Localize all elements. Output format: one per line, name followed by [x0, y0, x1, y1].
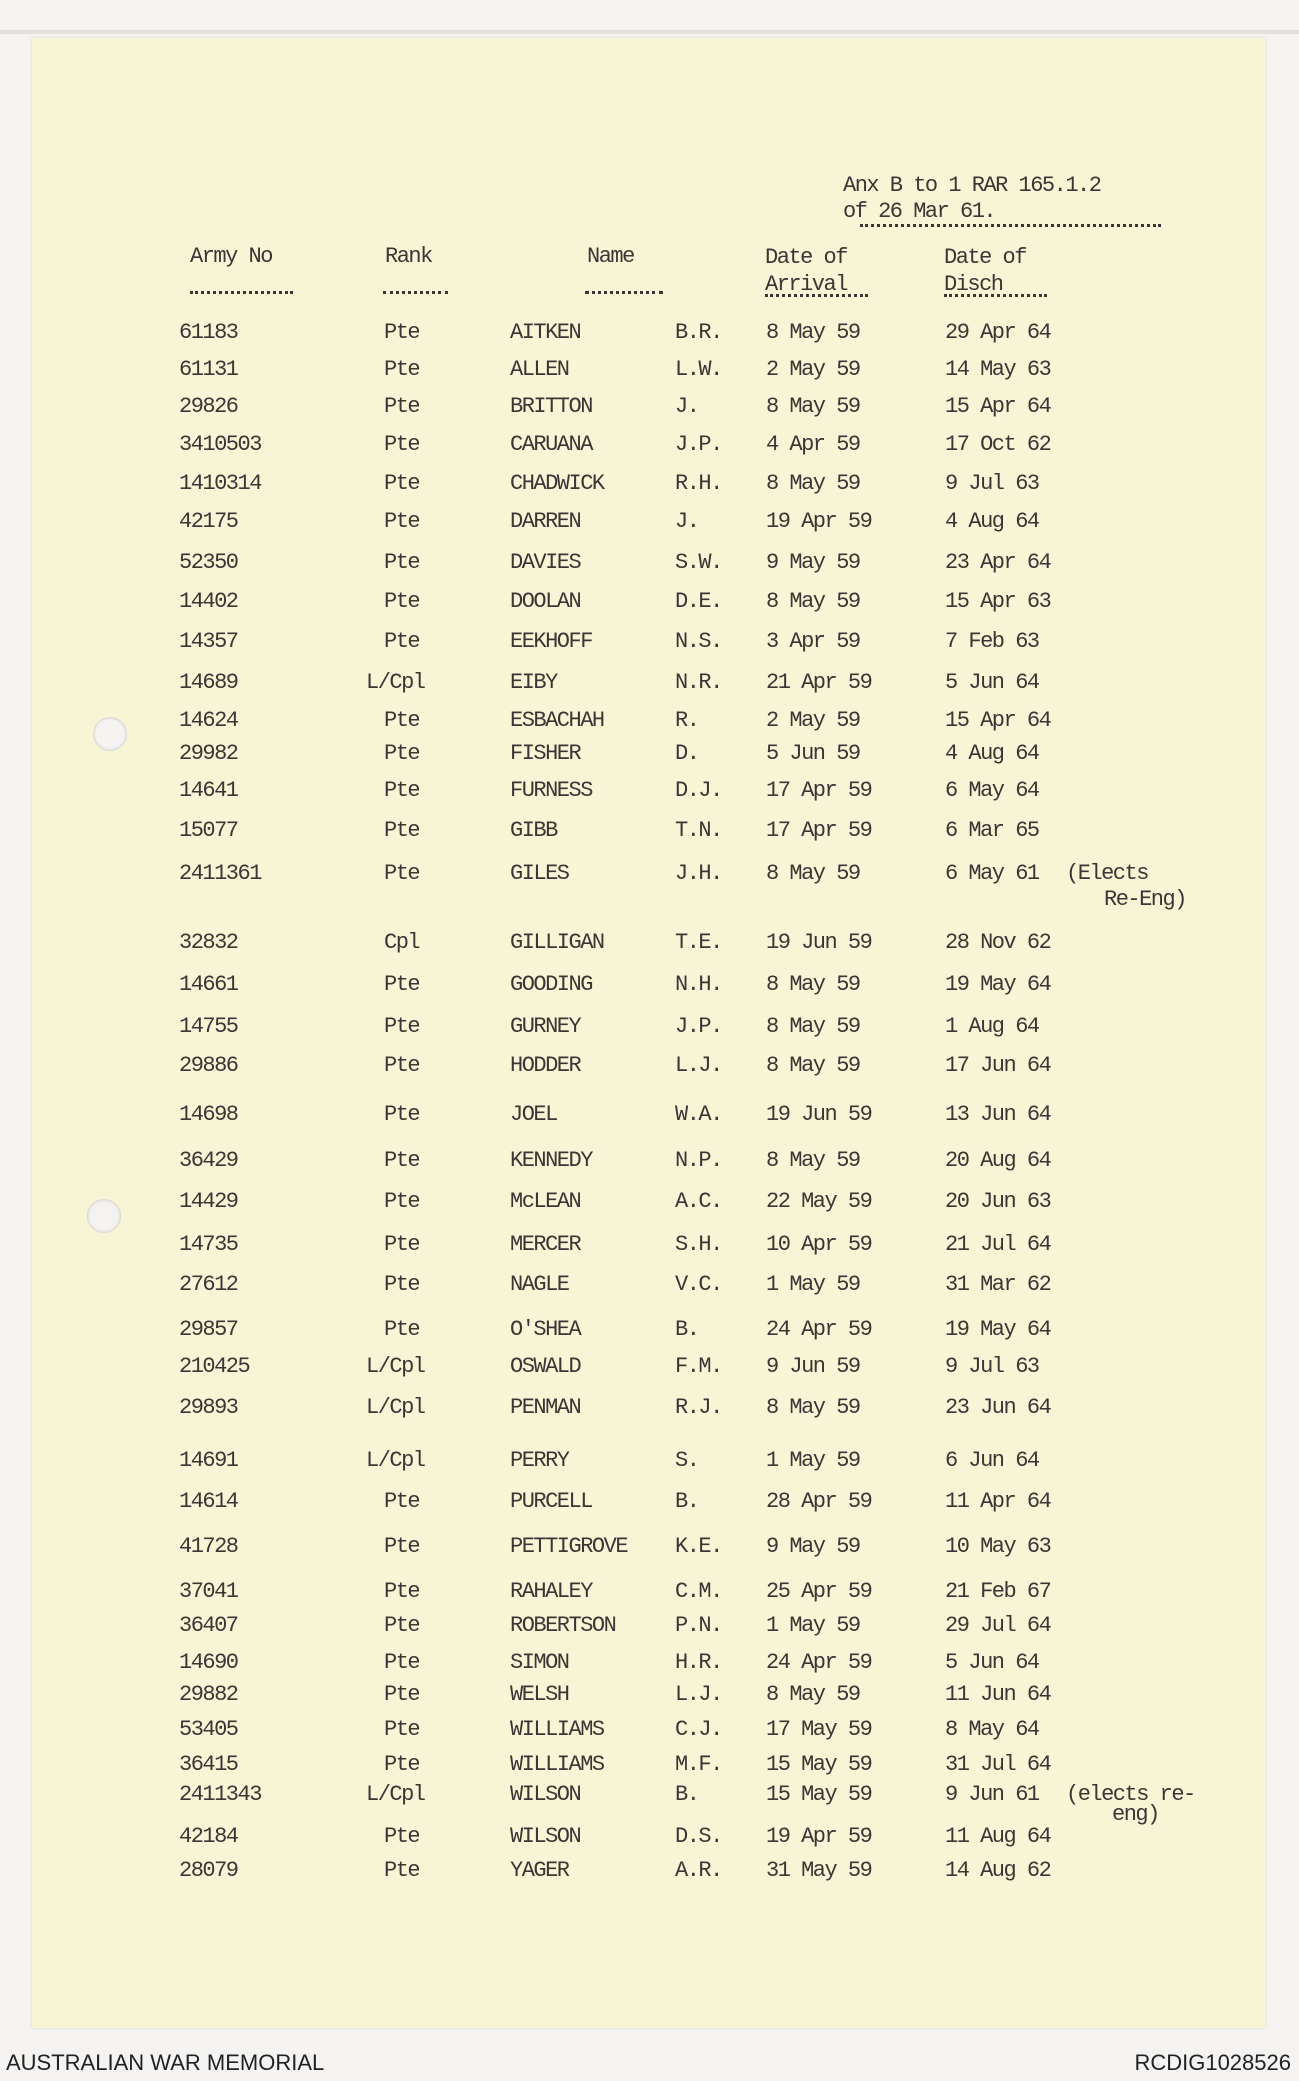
cell-surname: WILLIAMS [510, 1752, 604, 1777]
cell-rank: Pte [384, 741, 420, 766]
cell-army-no: 29882 [179, 1682, 238, 1707]
cell-arrival: 8 May 59 [766, 589, 860, 614]
cell-rank: L/Cpl [366, 1448, 425, 1473]
cell-army-no: 42175 [179, 509, 238, 534]
cell-initials: J. [675, 394, 699, 419]
cell-surname: FISHER [510, 741, 581, 766]
cell-surname: KENNEDY [510, 1148, 592, 1173]
cell-army-no: 14755 [179, 1014, 238, 1039]
cell-army-no: 61131 [179, 357, 238, 382]
cell-initials: H.R. [675, 1650, 722, 1675]
cell-note: (Elects [1066, 861, 1148, 886]
col-header-disch-1: Date of [944, 245, 1026, 270]
cell-rank: Pte [384, 320, 420, 345]
col-header-disch-2: Disch [944, 272, 1003, 297]
cell-army-no: 27612 [179, 1272, 238, 1297]
cell-initials: J. [675, 509, 699, 534]
cell-disch: 4 Aug 64 [945, 741, 1039, 766]
cell-army-no: 29857 [179, 1317, 238, 1342]
cell-rank: Pte [384, 1613, 420, 1638]
cell-rank: Pte [384, 818, 420, 843]
col-header-name: Name [587, 244, 634, 269]
cell-rank: Pte [384, 1534, 420, 1559]
cell-disch: 17 Oct 62 [945, 432, 1051, 457]
cell-disch: 19 May 64 [945, 972, 1051, 997]
header-underline [585, 291, 663, 294]
cell-disch: 23 Apr 64 [945, 550, 1051, 575]
cell-army-no: 14624 [179, 708, 238, 733]
cell-rank: Cpl [384, 930, 420, 955]
cell-surname: SIMON [510, 1650, 569, 1675]
col-header-army-no: Army No [190, 244, 272, 269]
cell-army-no: 14698 [179, 1102, 238, 1127]
cell-surname: GILLIGAN [510, 930, 604, 955]
cell-army-no: 32832 [179, 930, 238, 955]
cell-arrival: 1 May 59 [766, 1272, 860, 1297]
cell-surname: CARUANA [510, 432, 592, 457]
cell-army-no: 29886 [179, 1053, 238, 1078]
cell-rank: L/Cpl [366, 670, 425, 695]
cell-arrival: 8 May 59 [766, 972, 860, 997]
cell-initials: V.C. [675, 1272, 722, 1297]
cell-note-continued: Re-Eng) [1104, 887, 1186, 912]
cell-rank: Pte [384, 432, 420, 457]
cell-army-no: 29893 [179, 1395, 238, 1420]
cell-rank: Pte [384, 1189, 420, 1214]
cell-disch: 5 Jun 64 [945, 1650, 1039, 1675]
cell-initials: C.M. [675, 1579, 722, 1604]
cell-surname: PURCELL [510, 1489, 592, 1514]
cell-army-no: 41728 [179, 1534, 238, 1559]
cell-rank: Pte [384, 1272, 420, 1297]
cell-arrival: 10 Apr 59 [766, 1232, 872, 1257]
cell-army-no: 14735 [179, 1232, 238, 1257]
cell-rank: Pte [384, 1102, 420, 1127]
cell-initials: R. [675, 708, 699, 733]
cell-surname: CHADWICK [510, 471, 604, 496]
cell-army-no: 14689 [179, 670, 238, 695]
reference-line-1: Anx B to 1 RAR 165.1.2 [843, 173, 1101, 198]
cell-initials: T.N. [675, 818, 722, 843]
cell-arrival: 8 May 59 [766, 320, 860, 345]
cell-rank: Pte [384, 708, 420, 733]
cell-rank: Pte [384, 1682, 420, 1707]
cell-army-no: 2411343 [179, 1782, 261, 1807]
cell-arrival: 8 May 59 [766, 861, 860, 886]
cell-rank: Pte [384, 357, 420, 382]
cell-initials: L.J. [675, 1682, 722, 1707]
cell-initials: D.E. [675, 589, 722, 614]
cell-surname: ALLEN [510, 357, 569, 382]
cell-disch: 31 Mar 62 [945, 1272, 1051, 1297]
cell-arrival: 15 May 59 [766, 1782, 872, 1807]
cell-arrival: 19 Jun 59 [766, 930, 872, 955]
cell-initials: T.E. [675, 930, 722, 955]
cell-initials: J.P. [675, 1014, 722, 1039]
col-header-rank: Rank [385, 244, 432, 269]
cell-rank: Pte [384, 1752, 420, 1777]
footer-record-id: RCDIG1028526 [1134, 2050, 1291, 2075]
cell-disch: 28 Nov 62 [945, 930, 1051, 955]
cell-initials: B. [675, 1489, 699, 1514]
footer-institution: AUSTRALIAN WAR MEMORIAL [6, 2050, 325, 2075]
cell-disch: 15 Apr 63 [945, 589, 1051, 614]
cell-initials: B. [675, 1782, 699, 1807]
cell-disch: 20 Jun 63 [945, 1189, 1051, 1214]
cell-disch: 11 Aug 64 [945, 1824, 1051, 1849]
punch-hole [87, 1199, 121, 1233]
cell-initials: N.H. [675, 972, 722, 997]
cell-initials: N.P. [675, 1148, 722, 1173]
cell-army-no: 14429 [179, 1189, 238, 1214]
cell-initials: L.J. [675, 1053, 722, 1078]
cell-disch: 15 Apr 64 [945, 708, 1051, 733]
cell-disch: 9 Jun 61 [945, 1782, 1039, 1807]
cell-surname: WILSON [510, 1782, 581, 1807]
cell-rank: Pte [384, 629, 420, 654]
cell-army-no: 61183 [179, 320, 238, 345]
cell-disch: 19 May 64 [945, 1317, 1051, 1342]
cell-disch: 9 Jul 63 [945, 1354, 1039, 1379]
cell-initials: A.C. [675, 1189, 722, 1214]
cell-rank: Pte [384, 861, 420, 886]
cell-rank: Pte [384, 550, 420, 575]
cell-army-no: 29982 [179, 741, 238, 766]
cell-surname: McLEAN [510, 1189, 581, 1214]
cell-rank: Pte [384, 509, 420, 534]
cell-arrival: 2 May 59 [766, 708, 860, 733]
cell-initials: K.E. [675, 1534, 722, 1559]
cell-surname: GOODING [510, 972, 592, 997]
cell-rank: Pte [384, 394, 420, 419]
cell-initials: M.F. [675, 1752, 722, 1777]
cell-initials: N.R. [675, 670, 722, 695]
cell-initials: C.J. [675, 1717, 722, 1742]
cell-surname: NAGLE [510, 1272, 569, 1297]
cell-rank: Pte [384, 1824, 420, 1849]
cell-arrival: 19 Apr 59 [766, 509, 872, 534]
cell-disch: 8 May 64 [945, 1717, 1039, 1742]
cell-arrival: 8 May 59 [766, 1053, 860, 1078]
cell-army-no: 37041 [179, 1579, 238, 1604]
cell-army-no: 42184 [179, 1824, 238, 1849]
cell-army-no: 15077 [179, 818, 238, 843]
cell-disch: 14 Aug 62 [945, 1858, 1051, 1883]
cell-disch: 21 Jul 64 [945, 1232, 1051, 1257]
cell-disch: 11 Apr 64 [945, 1489, 1051, 1514]
cell-army-no: 14357 [179, 629, 238, 654]
cell-arrival: 5 Jun 59 [766, 741, 860, 766]
cell-arrival: 4 Apr 59 [766, 432, 860, 457]
cell-initials: R.J. [675, 1395, 722, 1420]
cell-army-no: 3410503 [179, 432, 261, 457]
cell-arrival: 17 May 59 [766, 1717, 872, 1742]
cell-arrival: 17 Apr 59 [766, 818, 872, 843]
cell-army-no: 14614 [179, 1489, 238, 1514]
cell-arrival: 8 May 59 [766, 1014, 860, 1039]
cell-army-no: 14691 [179, 1448, 238, 1473]
cell-arrival: 28 Apr 59 [766, 1489, 872, 1514]
cell-initials: B. [675, 1317, 699, 1342]
cell-arrival: 9 May 59 [766, 1534, 860, 1559]
cell-army-no: 28079 [179, 1858, 238, 1883]
cell-army-no: 36407 [179, 1613, 238, 1638]
cell-rank: Pte [384, 1232, 420, 1257]
cell-army-no: 1410314 [179, 471, 261, 496]
cell-arrival: 8 May 59 [766, 1148, 860, 1173]
cell-surname: WELSH [510, 1682, 569, 1707]
cell-arrival: 17 Apr 59 [766, 778, 872, 803]
cell-surname: WILLIAMS [510, 1717, 604, 1742]
cell-disch: 31 Jul 64 [945, 1752, 1051, 1777]
cell-disch: 4 Aug 64 [945, 509, 1039, 534]
col-header-arrival-2: Arrival [765, 272, 847, 297]
cell-arrival: 1 May 59 [766, 1448, 860, 1473]
cell-arrival: 24 Apr 59 [766, 1317, 872, 1342]
cell-rank: L/Cpl [366, 1354, 425, 1379]
cell-disch: 6 May 61 [945, 861, 1039, 886]
cell-initials: F.M. [675, 1354, 722, 1379]
cell-disch: 1 Aug 64 [945, 1014, 1039, 1039]
cell-initials: D.J. [675, 778, 722, 803]
cell-army-no: 14641 [179, 778, 238, 803]
cell-rank: Pte [384, 1717, 420, 1742]
cell-arrival: 9 May 59 [766, 550, 860, 575]
cell-note-continued: eng) [1112, 1802, 1159, 1827]
cell-surname: PENMAN [510, 1395, 581, 1420]
cell-disch: 10 May 63 [945, 1534, 1051, 1559]
cell-rank: Pte [384, 1014, 420, 1039]
cell-surname: JOEL [510, 1102, 557, 1127]
cell-rank: Pte [384, 1148, 420, 1173]
cell-rank: Pte [384, 1579, 420, 1604]
cell-arrival: 8 May 59 [766, 1682, 860, 1707]
header-underline [944, 294, 1047, 297]
cell-army-no: 52350 [179, 550, 238, 575]
cell-disch: 7 Feb 63 [945, 629, 1039, 654]
cell-rank: Pte [384, 589, 420, 614]
cell-disch: 23 Jun 64 [945, 1395, 1051, 1420]
cell-surname: DARREN [510, 509, 581, 534]
cell-arrival: 8 May 59 [766, 1395, 860, 1420]
cell-disch: 11 Jun 64 [945, 1682, 1051, 1707]
cell-army-no: 53405 [179, 1717, 238, 1742]
cell-rank: L/Cpl [366, 1395, 425, 1420]
cell-disch: 21 Feb 67 [945, 1579, 1051, 1604]
cell-surname: BRITTON [510, 394, 592, 419]
cell-initials: J.H. [675, 861, 722, 886]
cell-surname: PETTIGROVE [510, 1534, 628, 1559]
cell-army-no: 14690 [179, 1650, 238, 1675]
cell-surname: RAHALEY [510, 1579, 592, 1604]
cell-surname: MERCER [510, 1232, 581, 1257]
cell-surname: FURNESS [510, 778, 592, 803]
cell-surname: OSWALD [510, 1354, 581, 1379]
cell-initials: S.H. [675, 1232, 722, 1257]
cell-surname: AITKEN [510, 320, 581, 345]
cell-army-no: 2411361 [179, 861, 261, 886]
cell-surname: WILSON [510, 1824, 581, 1849]
cell-disch: 15 Apr 64 [945, 394, 1051, 419]
cell-arrival: 3 Apr 59 [766, 629, 860, 654]
cell-army-no: 14402 [179, 589, 238, 614]
cell-initials: W.A. [675, 1102, 722, 1127]
cell-rank: Pte [384, 778, 420, 803]
cell-rank: Pte [384, 972, 420, 997]
cell-initials: N.S. [675, 629, 722, 654]
cell-army-no: 14661 [179, 972, 238, 997]
cell-surname: DOOLAN [510, 589, 581, 614]
cell-disch: 6 Mar 65 [945, 818, 1039, 843]
cell-surname: DAVIES [510, 550, 581, 575]
cell-initials: D. [675, 741, 699, 766]
cell-arrival: 1 May 59 [766, 1613, 860, 1638]
cell-disch: 5 Jun 64 [945, 670, 1039, 695]
cell-surname: YAGER [510, 1858, 569, 1883]
header-underline [383, 291, 448, 294]
cell-arrival: 25 Apr 59 [766, 1579, 872, 1604]
cell-surname: EIBY [510, 670, 557, 695]
header-underline [190, 291, 293, 294]
cell-rank: Pte [384, 471, 420, 496]
cell-surname: ROBERTSON [510, 1613, 616, 1638]
cell-disch: 6 Jun 64 [945, 1448, 1039, 1473]
cell-note: (elects re- [1066, 1782, 1195, 1807]
cell-disch: 13 Jun 64 [945, 1102, 1051, 1127]
cell-arrival: 24 Apr 59 [766, 1650, 872, 1675]
header-underline [765, 294, 868, 297]
reference-line-2: of 26 Mar 61. [843, 199, 996, 224]
cell-surname: GILES [510, 861, 569, 886]
cell-arrival: 9 Jun 59 [766, 1354, 860, 1379]
cell-initials: L.W. [675, 357, 722, 382]
cell-arrival: 22 May 59 [766, 1189, 872, 1214]
cell-initials: S. [675, 1448, 699, 1473]
cell-initials: D.S. [675, 1824, 722, 1849]
cell-arrival: 31 May 59 [766, 1858, 872, 1883]
cell-disch: 9 Jul 63 [945, 471, 1039, 496]
cell-arrival: 21 Apr 59 [766, 670, 872, 695]
punch-hole [93, 717, 127, 751]
cell-army-no: 210425 [179, 1354, 250, 1379]
cell-army-no: 36415 [179, 1752, 238, 1777]
cell-rank: Pte [384, 1650, 420, 1675]
cell-surname: EEKHOFF [510, 629, 592, 654]
cell-arrival: 8 May 59 [766, 394, 860, 419]
cell-army-no: 29826 [179, 394, 238, 419]
cell-rank: Pte [384, 1858, 420, 1883]
cell-disch: 14 May 63 [945, 357, 1051, 382]
cell-initials: A.R. [675, 1858, 722, 1883]
cell-rank: Pte [384, 1053, 420, 1078]
cell-surname: GIBB [510, 818, 557, 843]
cell-surname: O'SHEA [510, 1317, 581, 1342]
cell-initials: S.W. [675, 550, 722, 575]
cell-initials: B.R. [675, 320, 722, 345]
cell-rank: Pte [384, 1317, 420, 1342]
cell-initials: R.H. [675, 471, 722, 496]
cell-surname: GURNEY [510, 1014, 581, 1039]
cell-disch: 6 May 64 [945, 778, 1039, 803]
cell-disch: 20 Aug 64 [945, 1148, 1051, 1173]
cell-army-no: 36429 [179, 1148, 238, 1173]
cell-initials: P.N. [675, 1613, 722, 1638]
col-header-arrival-1: Date of [765, 245, 847, 270]
cell-surname: HODDER [510, 1053, 581, 1078]
cell-arrival: 19 Jun 59 [766, 1102, 872, 1127]
cell-rank: L/Cpl [366, 1782, 425, 1807]
cell-arrival: 2 May 59 [766, 357, 860, 382]
cell-arrival: 19 Apr 59 [766, 1824, 872, 1849]
cell-surname: ESBACHAH [510, 708, 604, 733]
cell-disch: 17 Jun 64 [945, 1053, 1051, 1078]
cell-initials: J.P. [675, 432, 722, 457]
top-border [0, 30, 1299, 34]
cell-disch: 29 Jul 64 [945, 1613, 1051, 1638]
cell-arrival: 15 May 59 [766, 1752, 872, 1777]
cell-rank: Pte [384, 1489, 420, 1514]
cell-surname: PERRY [510, 1448, 569, 1473]
cell-arrival: 8 May 59 [766, 471, 860, 496]
cell-disch: 29 Apr 64 [945, 320, 1051, 345]
reference-underline [860, 224, 1161, 227]
